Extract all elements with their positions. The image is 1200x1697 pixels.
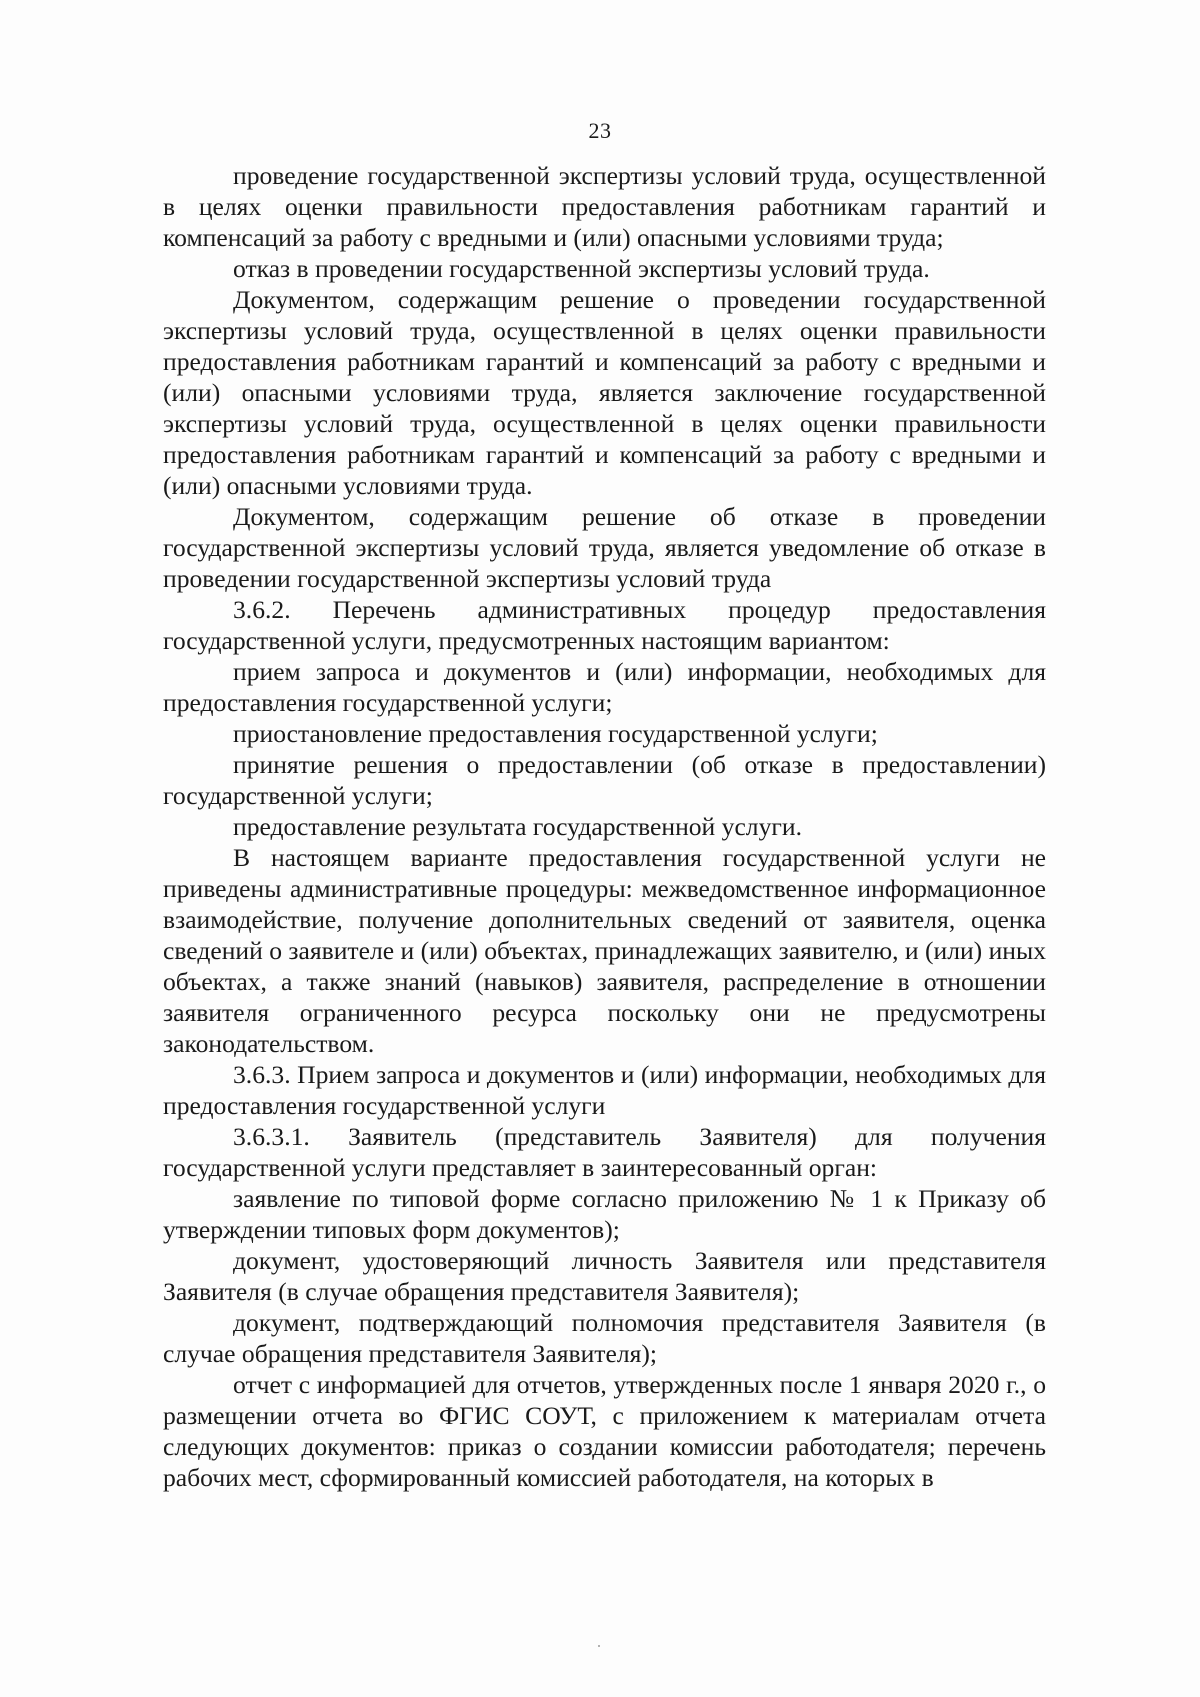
paragraph-procedure-receipt: прием запроса и документов и (или) информации, необходимых для предоставления государственной услуги; xyxy=(163,657,1046,717)
paragraph-section-3-6-3-1: 3.6.3.1. Заявитель (представитель Заявителя) для получения государственной услуги представляет в заинтересованный орган: xyxy=(163,1122,1046,1182)
paragraph-section-3-6-3: 3.6.3. Прием запроса и документов и (или) информации, необходимых для предоставления государственной услуги xyxy=(163,1060,1046,1120)
scan-speck xyxy=(598,1645,600,1647)
paragraph-result-positive: проведение государственной экспертизы условий труда, осуществленной в целях оценки правильности предоставления работникам гарантий и компенсаций за работу с вредными и (или) опасными условиями труда; xyxy=(163,161,1046,252)
paragraph-item-report: отчет с информацией для отчетов, утвержденных после 1 января 2020 г., о размещении отчета во ФГИС СОУТ, с приложением к материалам отчета следующих документов: приказ о создании комиссии работодателя; перечень рабочих мест, сформированный комиссией работодателя, на которых в xyxy=(163,1370,1046,1492)
paragraph-item-authority-document: документ, подтверждающий полномочия представителя Заявителя (в случае обращения представителя Заявителя); xyxy=(163,1308,1046,1368)
paragraph-item-identity-document: документ, удостоверяющий личность Заявителя или представителя Заявителя (в случае обращения представителя Заявителя); xyxy=(163,1246,1046,1306)
paragraph-excluded-procedures: В настоящем варианте предоставления государственной услуги не приведены административные процедуры: межведомственное информационное взаимодействие, получение дополнительных сведений от заявителя, оценка сведений о заявителе и (или) объектах, принадлежащих заявителю, и (или) иных объектах, а также знаний (навыков) заявителя, распределение в отношении заявителя ограниченного ресурса поскольку они не предусмотрены законодательством. xyxy=(163,843,1046,1058)
paragraph-result-refusal: отказ в проведении государственной экспертизы условий труда. xyxy=(233,254,930,283)
paragraph-section-3-6-2: 3.6.2. Перечень административных процедур предоставления государственной услуги, предусмотренных настоящим вариантом: xyxy=(163,595,1046,655)
page-number: 23 xyxy=(588,118,612,143)
paragraph-refusal-decision-document: Документом, содержащим решение об отказе в проведении государственной экспертизы условий труда, является уведомление об отказе в проведении государственной экспертизы условий труда xyxy=(163,502,1046,593)
paragraph-positive-decision-document: Документом, содержащим решение о проведении государственной экспертизы условий труда, осуществленной в целях оценки правильности предоставления работникам гарантий и компенсаций за работу с вредными и (или) опасными условиями труда, является заключение государственной экспертизы условий труда, осуществленной в целях оценки правильности предоставления работникам гарантий и компенсаций за работу с вредными и (или) опасными условиями труда. xyxy=(163,285,1046,500)
document-body xyxy=(163,160,1046,1493)
paragraph-procedure-suspension: приостановление предоставления государственной услуги; xyxy=(233,719,878,748)
paragraph-item-application: заявление по типовой форме согласно приложению № 1 к Приказу об утверждении типовых форм документов); xyxy=(163,1184,1046,1244)
paragraph-procedure-decision: принятие решения о предоставлении (об отказе в предоставлении) государственной услуги; xyxy=(163,750,1046,810)
paragraph-procedure-result: предоставление результата государственной услуги. xyxy=(233,812,802,841)
